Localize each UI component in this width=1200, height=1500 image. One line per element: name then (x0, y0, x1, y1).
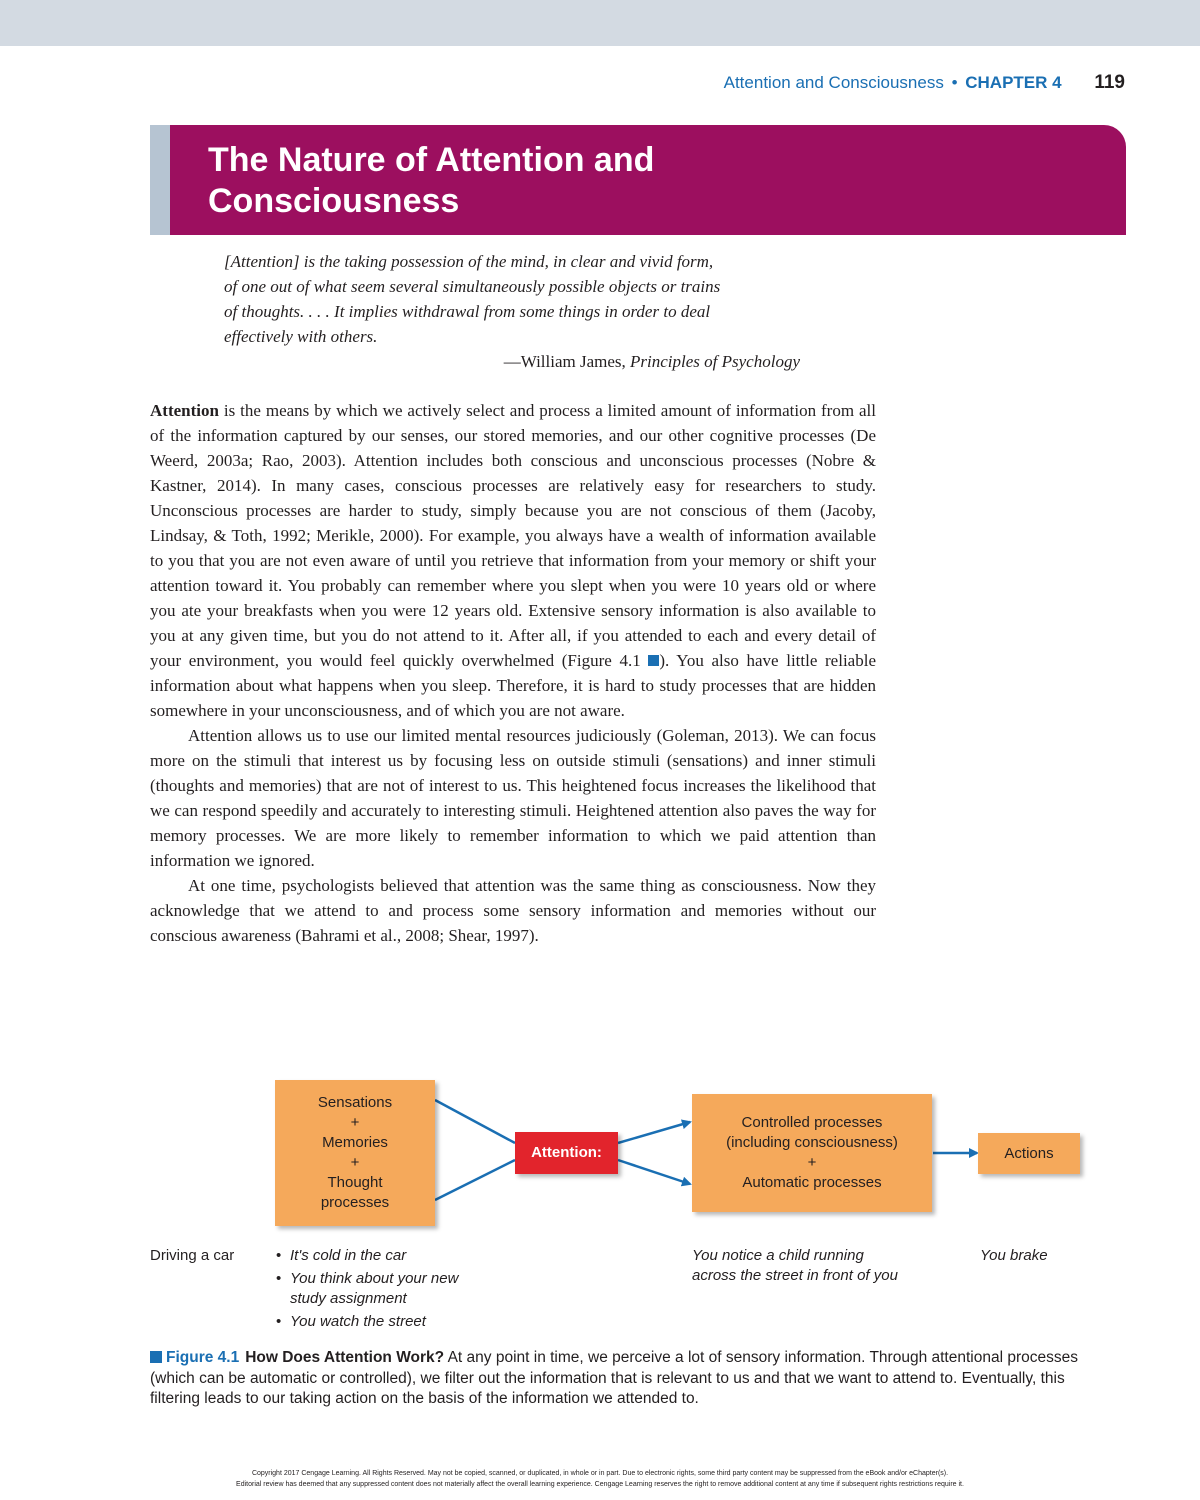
example-action: You brake (980, 1247, 1048, 1264)
epigraph (224, 249, 802, 349)
arrow-input-to-attention-lower (435, 1160, 515, 1200)
actions-box (978, 1133, 1080, 1174)
epigraph-line: effectively with others. (224, 327, 378, 346)
figure-marker-icon (648, 655, 659, 666)
epigraph-line: [Attention] is the taking possession of the mind, in clear and vivid form, (224, 252, 714, 271)
arrow-attention-to-controlled (618, 1122, 690, 1143)
attribution-author: —William James, (503, 352, 631, 371)
paragraph-1 (150, 398, 876, 723)
copyright-notice (100, 1468, 1100, 1490)
processes-box-line: + (807, 1154, 817, 1171)
paragraph-3: At one time, psychologists believed that attention was the same thing as consciousness. Now they acknowledge that we attend to and process some sensory information and memories without our conscious awareness (Bahrami et al., 2008; Shear, 1997). (150, 876, 876, 945)
section-title-line1: The Nature of Attention and (208, 141, 655, 179)
page-number: 119 (1094, 72, 1125, 93)
title-background (170, 125, 1126, 235)
title-accent-strip (150, 125, 170, 235)
arrow-attention-to-automatic (618, 1160, 690, 1184)
section-title-line2: Consciousness (208, 182, 460, 220)
running-head-chapter: CHAPTER 4 (965, 73, 1062, 92)
copyright-line: Copyright 2017 Cengage Learning. All Rights Reserved. May not be copied, scanned, or duplicated, in whole or in part. Due to electronic rights, some third party content may be suppressed from the eBook and/or eChapter(s). (251, 1470, 949, 1477)
running-head-section: Attention and Consciousness (723, 73, 944, 92)
processes-box-line: (including consciousness) (726, 1134, 898, 1151)
copyright-line: Editorial review has deemed that any suppressed content does not materially affect the overall learning experience. Cengage Learning reserves the right to remove additional content at any time if subsequent rights restrictions require it. (236, 1481, 964, 1488)
processes-box (692, 1094, 932, 1212)
key-term: Attention (150, 401, 219, 420)
example-input-item: • It's cold in the car (274, 1246, 474, 1266)
section-title-bar (150, 125, 1126, 235)
epigraph-line: of one out of what seem several simultaneously possible objects or trains (224, 277, 721, 296)
running-head-bullet: • (951, 73, 958, 92)
arrow-input-to-attention-upper (435, 1100, 515, 1143)
section-title (208, 140, 808, 222)
top-band (0, 0, 1200, 46)
example-inputs (274, 1246, 474, 1335)
caption-figure-number: Figure 4.1 (166, 1349, 240, 1366)
caption-title: How Does Attention Work? (245, 1349, 445, 1366)
input-box-line: Sensations (317, 1094, 393, 1111)
input-box-line: Thought (327, 1174, 383, 1191)
attention-label: Attention: (531, 1144, 602, 1161)
epigraph-attribution (224, 349, 800, 374)
caption-marker-icon (150, 1351, 162, 1363)
paragraph-1-text-a: is the means by which we actively select and process a limited amount of information from all of the information captured by our senses, our stored memories, and our other cognitive processes (De Weerd, 2003a; Rao, 2003). Attention includes both conscious and unconscious processes (Nobre & Kastner, 2014). In many cases, conscious processes are relatively easy for researchers to study. Unconscious processes are harder to study, simply because you are not conscious of them (Jacoby, Lindsay, & Toth, 1992; Merikle, 2000). For example, you always have a wealth of information available to you that you are not even aware of until you retrieve that information from your memory or shift your attention toward it. You probably can remember where you slept when you were 10 years old or where you ate your breakfasts when you were 12 years old. Extensive sensory information is also available to you at any given time, but you do not attend to it. After all, if you attended to each and every detail of your environment, you would feel quickly overwhelmed (Figure 4.1 (150, 401, 876, 670)
processes-box-line: Controlled processes (741, 1114, 883, 1131)
example-input-item: • You watch the street (274, 1312, 474, 1332)
input-box-line: + (350, 1154, 360, 1171)
running-head (724, 72, 1125, 94)
input-box-line: Memories (322, 1134, 388, 1151)
attribution-book: Principles of Psychology (630, 352, 800, 371)
example-label: Driving a car (150, 1247, 235, 1264)
attention-box (515, 1132, 618, 1174)
input-box (275, 1080, 435, 1226)
figure-caption (150, 1348, 1095, 1410)
body-text (150, 398, 876, 948)
paragraph-2: Attention allows us to use our limited mental resources judiciously (Goleman, 2013). We can focus more on the stimuli that interest us by focusing less on outside stimuli (sensations) and inner stimuli (thoughts and memories) that are not of interest to us. This heightened focus increases the likelihood that we can respond speedily and accurately to interesting stimuli. Heightened attention also paves the way for memory processes. We are more likely to remember information to which we paid attention than information we ignored. (150, 726, 876, 870)
actions-label: Actions (1004, 1144, 1054, 1162)
example-input-item: • You think about your new study assignment (274, 1269, 474, 1309)
caption-text: At any point in time, we perceive a lot of sensory information. Through attentional processes (which can be automatic or controlled), we filter out the information that is relevant to us and that we want to attend to. Eventually, this filtering leads to our taking action on the basis of the information we attended to. (150, 1349, 1078, 1407)
paragraph-1-text-b: ). You also have little reliable information about what happens when you sleep. Therefore, it is hard to study processes that are hidden somewhere in your unconsciousness, and of which you are not aware. (150, 651, 876, 720)
example-process: You notice a child running across the street in front of you (692, 1247, 898, 1284)
epigraph-line: of thoughts. . . . It implies withdrawal from some things in order to deal (224, 302, 711, 321)
input-box-line: processes (320, 1194, 390, 1211)
input-box-line: + (350, 1114, 360, 1131)
processes-box-line: Automatic processes (742, 1174, 882, 1191)
